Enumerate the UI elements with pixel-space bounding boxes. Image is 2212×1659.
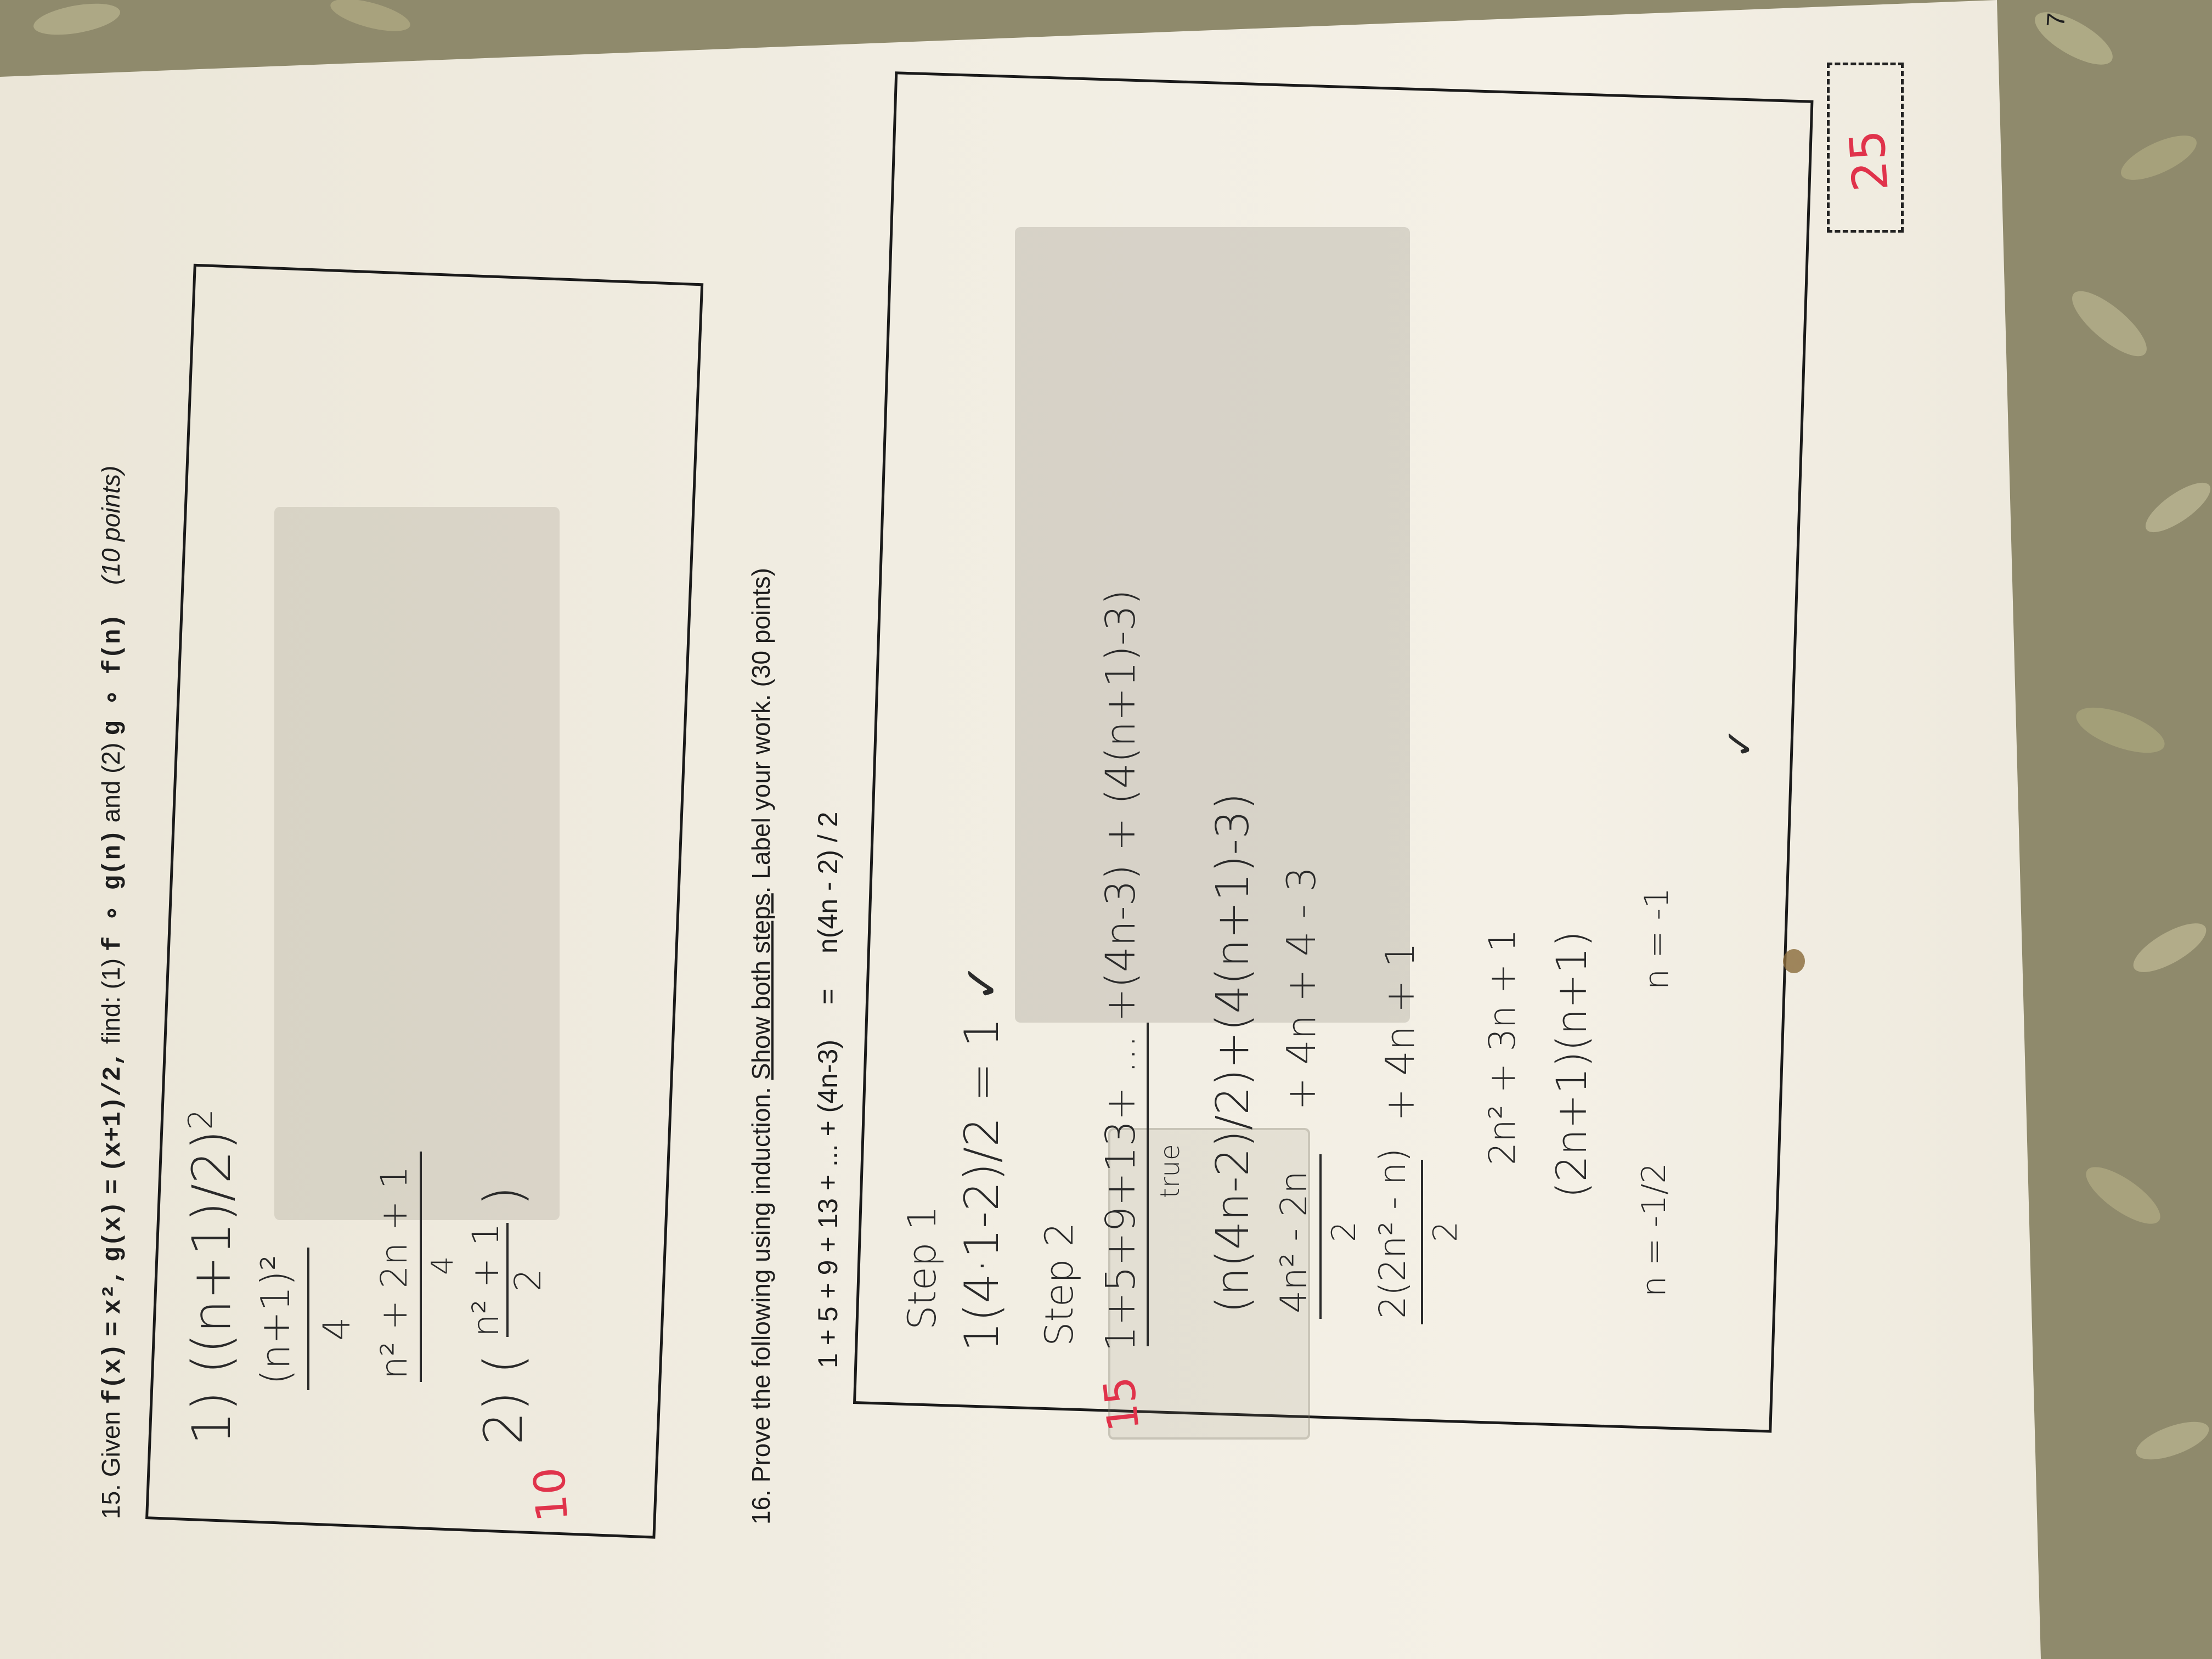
q16-work-line5-den: 2 <box>1426 1221 1465 1242</box>
q16-prompt-underlined: Show both steps <box>747 893 775 1080</box>
q16-work-line4-den: 2 <box>1325 1221 1363 1242</box>
q15-find: find: (1) <box>97 958 125 1044</box>
q16-work-line5-num: 2(2n² - n) <box>1372 1148 1414 1319</box>
total-score: 25 <box>1838 128 1899 194</box>
q16-work-line6: 2n² + 3n + 1 <box>1481 929 1523 1165</box>
stain-spot <box>1783 949 1805 973</box>
q16-prompt-pre: Prove the following using induction. <box>747 1087 775 1483</box>
q16-work-line2: 1+5+9+13+ ... +(4n-3) + (4(n+1)-3) <box>1097 589 1144 1352</box>
q16-step2-label: Step 2 <box>1037 1222 1082 1346</box>
q15-work-line2-num: (n+1)² <box>252 1255 298 1385</box>
q15-gdef: (x+1)/2, <box>99 1051 127 1172</box>
q15-prompt <box>96 466 127 1519</box>
q16-work-line5-rest: + 4n + 1 <box>1377 942 1423 1121</box>
q16-work-line2-note: true <box>1155 1144 1186 1198</box>
q16-fracbar-1 <box>1319 1154 1322 1319</box>
q15-number: 15. <box>97 1484 125 1519</box>
q16-prompt <box>746 568 776 1525</box>
q15-work-line2-den: 4 <box>315 1317 359 1341</box>
q15-comp2: g ∘ f(n) <box>99 613 127 736</box>
q16-work-line1: 1(4·1-2)/2 = 1 ✓ <box>955 963 1009 1352</box>
q16-work-line4-rest: + 4n + 4 - 3 <box>1278 866 1324 1110</box>
q15-work-line4: 2) ( n² + 1 2 ) <box>465 1186 549 1445</box>
q16-eq-rhs: n(4n - 2) / 2 <box>812 811 843 953</box>
q15-bleed-through <box>274 507 560 1220</box>
q16-number: 16. <box>747 1489 775 1525</box>
q16-tick: ✓ <box>1717 727 1762 759</box>
q15-fx: f(x) <box>99 1343 127 1404</box>
q16-score: 15 <box>1094 1374 1149 1434</box>
q15-eq2: = <box>99 1179 127 1194</box>
q16-step1-label: Step 1 <box>900 1205 945 1330</box>
q15-points: (10 points) <box>97 465 125 585</box>
q15-gx: g(x) <box>99 1201 127 1262</box>
q16-work-line4-num: 4n² - 2n <box>1273 1171 1315 1313</box>
q15-work-line1: 1) $((n+1)/2)^2$ <box>181 1109 242 1445</box>
q15-fracbar-2 <box>420 1152 422 1382</box>
q16-work-line8b: n = -1 <box>1638 887 1676 990</box>
q16-eq-lhs: 1 + 5 + 9 + 13 + ... + (4n-3) <box>812 1040 843 1368</box>
q15-fracbar-1 <box>307 1248 309 1390</box>
q16-work-line7: (2n+1)(n+1) <box>1547 930 1596 1198</box>
page-number: 7 <box>2041 12 2070 28</box>
q15-given: Given <box>97 1411 125 1477</box>
q15-work-line3-den: 4 <box>425 1256 460 1275</box>
q15-comp1: f ∘ g(n) <box>99 830 127 952</box>
q16-work-line3: (n(4n-2)/2)+(4(n+1)-3) <box>1207 792 1259 1313</box>
q15-score: 10 <box>524 1465 578 1524</box>
q15-work-line3-num: n² + 2n + 1 <box>373 1166 415 1379</box>
q16-equation <box>812 812 844 1368</box>
q16-eq-sign: = <box>812 988 843 1005</box>
q15-and: and (2) <box>97 742 125 823</box>
q15-x2: x², <box>99 1268 127 1314</box>
q16-work-line8a: n = -1/2 <box>1635 1163 1673 1297</box>
q15-eq1: = <box>99 1321 127 1337</box>
q16-fracbar-2 <box>1421 1160 1423 1324</box>
q16-prompt-post: . Label your work. (30 points) <box>747 568 775 894</box>
q16-underline-1 <box>1147 1023 1149 1346</box>
